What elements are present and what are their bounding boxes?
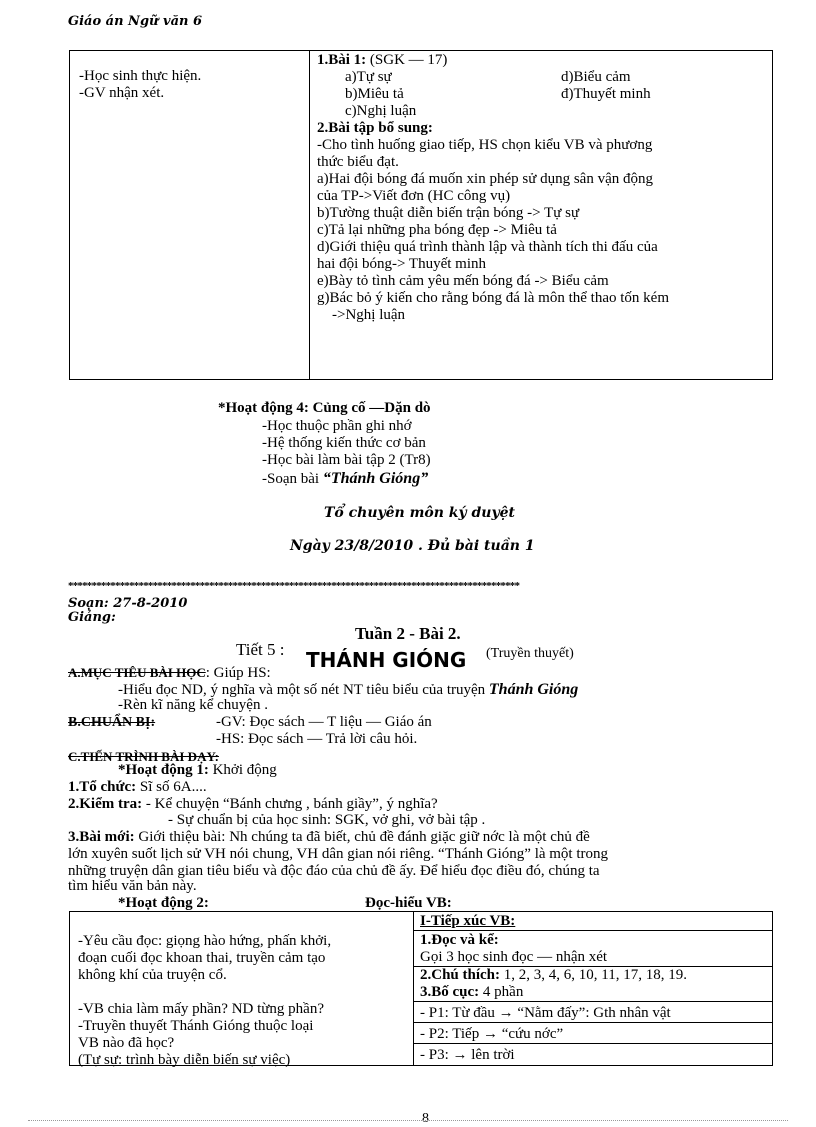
layout-title: 3.Bố cục: [420,984,480,1000]
step-3-tail: Giới thiệu bài: Nh chúng ta đã biết, chủ đề đánh giặc giữ nớc là một chủ đề [134,829,590,845]
step-3 [68,829,590,846]
activity-1-tail: Khởi động [208,762,277,778]
step-1-title: 1.Tổ chức: [68,779,137,795]
exercise-1-ref: (SGK — 17) [366,52,448,68]
option-d: d)Biểu cảm [561,69,631,85]
exercise-2-line: ->Nghị luận [317,307,406,323]
table2-left-line: (Tự sự: trình bày diễn biến sự việc) [78,1052,291,1068]
step-3-line: tìm hiểu văn bản này. [68,878,197,894]
table2-left-line: không khí của truyện cổ. [78,967,227,983]
exercise-1-heading [317,52,447,69]
exercise-2-line: -Cho tình huống giao tiếp, HS chọn kiểu VB và phương [317,137,653,153]
activity-1 [118,762,277,779]
step-3-line: lớn xuyên suốt lịch sử VH nói chung, VH dân gian nói riêng. “Thánh Gióng” là một trong [68,846,609,862]
step-1 [68,779,207,796]
giang-date: Giảng: [68,610,116,625]
section-c-title: C.TIẾN TRÌNH BÀI DẠY: [68,749,219,764]
table2-left-line: -Yêu cầu đọc: giọng hào hứng, phấn khởi, [78,933,332,949]
activity-4-item-last [262,470,428,488]
prep-gv: -GV: Đọc sách — T liệu — Giáo án [216,714,432,730]
activity-1-title: *Hoạt động 1: [118,762,209,778]
exercise-2-line: a)Hai đội bóng đá muốn xin phép sử dụng sân vận động [317,171,653,187]
cell-divider [413,930,773,931]
read-and-tell-title: 1.Đọc và kể: [420,932,499,948]
section-a-tail: : Giúp HS: [205,665,271,681]
cell-divider [413,1022,773,1023]
week-title: Tuần 2 - Bài 2. [355,624,461,643]
approval-line-1: Tổ chuyên môn ký duyệt [324,505,515,521]
exercise-2-line: c)Tả lại những pha bóng đẹp -> Miêu tả [317,222,557,238]
goal-1-text: -Hiểu đọc ND, ý nghĩa và một số nét NT tiêu biểu của truyện [118,682,489,698]
approval-line-2: Ngày 23/8/2010 . Đủ bài tuần 1 [290,538,535,554]
option-a: a)Tự sự [345,69,392,85]
part-2: - P2: Tiếp → “cứu nớc” [420,1026,564,1042]
read-and-tell-text: Gọi 3 học sinh đọc — nhận xét [420,949,608,965]
section-i-title: I-Tiếp xúc VB: [420,913,516,929]
option-b: b)Miêu tả [345,86,404,102]
lesson-genre: (Truyền thuyết) [486,646,574,661]
step-2-title: 2.Kiểm tra: [68,796,143,812]
exercise-2-line: thức biểu đạt. [317,154,399,170]
layout-row [420,984,523,1001]
step-2 [68,796,438,813]
activity-4-item: -Hệ thống kiến thức cơ bản [262,435,426,451]
cell-divider [413,1043,773,1044]
table2-left-line: -VB chia làm mấy phần? ND từng phần? [78,1001,324,1017]
step-3-title: 3.Bài mới: [68,829,135,845]
activity-4-item: -Học bài làm bài tập 2 (Tr8) [262,452,431,468]
step-2-tail: - Kể chuyện “Bánh chưng , bánh giầy”, ý nghĩa? [142,796,438,812]
lesson-title: THÁNH GIÓNG [306,648,467,672]
activity-2-subtitle: Đọc-hiểu VB: [365,895,452,911]
section-a-title: A.MỤC TIÊU BÀI HỌC [68,665,206,680]
activity-2-title: *Hoạt động 2: [118,895,209,911]
lesson-number: Tiết 5 : [236,640,285,659]
exercise-2-line: hai đội bóng-> Thuyết minh [317,256,486,272]
section-b-title: B.CHUẨN BỊ: [68,715,156,730]
section-a-heading [68,664,271,682]
exercise-2-line: g)Bác bỏ ý kiến cho rằng bóng đá là môn thể thao tốn kém [317,290,669,306]
table-divider [309,50,310,380]
notes-title: 2.Chú thích: [420,967,501,983]
exercise-2-line: d)Giới thiệu quá trình thành lập và thành tích thi đấu của [317,239,658,255]
part-1: - P1: Từ đầu → “Nằm đấy”: Gth nhân vật [420,1005,671,1021]
activity-4-prefix: -Soạn bài [262,471,323,487]
goal-2: -Rèn kĩ năng kể chuyện . [118,697,268,713]
prep-hs: -HS: Đọc sách — Trả lời câu hỏi. [216,731,418,747]
exercise-2-line: e)Bày tỏ tình cảm yêu mến bóng đá -> Biểu cảm [317,273,609,289]
activity-4-title-ref: “Thánh Gióng” [322,470,429,487]
notes-text: 1, 2, 3, 4, 6, 10, 11, 17, 18, 19. [500,967,687,983]
table1-left-line-1: -Học sinh thực hiện. [79,68,202,84]
step-2-sub: - Sự chuẩn bị của học sinh: SGK, vở ghi, vở bài tập . [168,812,486,828]
part-3: - P3: → lên trời [420,1047,515,1063]
page-footer-line [28,1120,788,1121]
soan-date: Soạn: 27-8-2010 [68,596,188,611]
separator-line: ************************************************************************************************ [68,580,520,592]
table2-left-line: VB nào đã học? [78,1035,175,1051]
exercise-2-title: 2.Bài tập bổ sung: [317,120,433,136]
table2-left-line: đoạn cuối đọc khoan thai, truyền cảm tạo [78,950,326,966]
notes-row [420,967,687,984]
goal-1-title: Thánh Gióng [488,681,579,698]
page-number: 8 [422,1111,429,1126]
step-1-tail: Sĩ số 6A.... [136,779,207,795]
activity-4-title: *Hoạt động 4: Củng cố —Dặn dò [218,400,431,416]
cell-divider [413,1001,773,1002]
exercise-2-line: của TP->Viết đơn (HC công vụ) [317,188,511,204]
option-e: đ)Thuyết minh [561,86,651,102]
running-header: Giáo án Ngữ văn 6 [68,14,203,29]
activity-4-item: -Học thuộc phần ghi nhớ [262,418,412,434]
table2-left-line: -Truyền thuyết Thánh Gióng thuộc loại [78,1018,314,1034]
layout-text: 4 phần [479,984,524,1000]
step-3-line: những truyện dân gian tiêu biểu và độc đáo của chủ đề ấy. Để hiểu đọc điều đó, chúng ta [68,863,600,879]
option-c: c)Nghị luận [345,103,417,119]
exercise-1-title: 1.Bài 1: [317,52,367,68]
exercise-2-line: b)Tường thuật diễn biến trận bóng -> Tự sự [317,205,580,221]
table1-left-line-2: -GV nhận xét. [79,85,165,101]
